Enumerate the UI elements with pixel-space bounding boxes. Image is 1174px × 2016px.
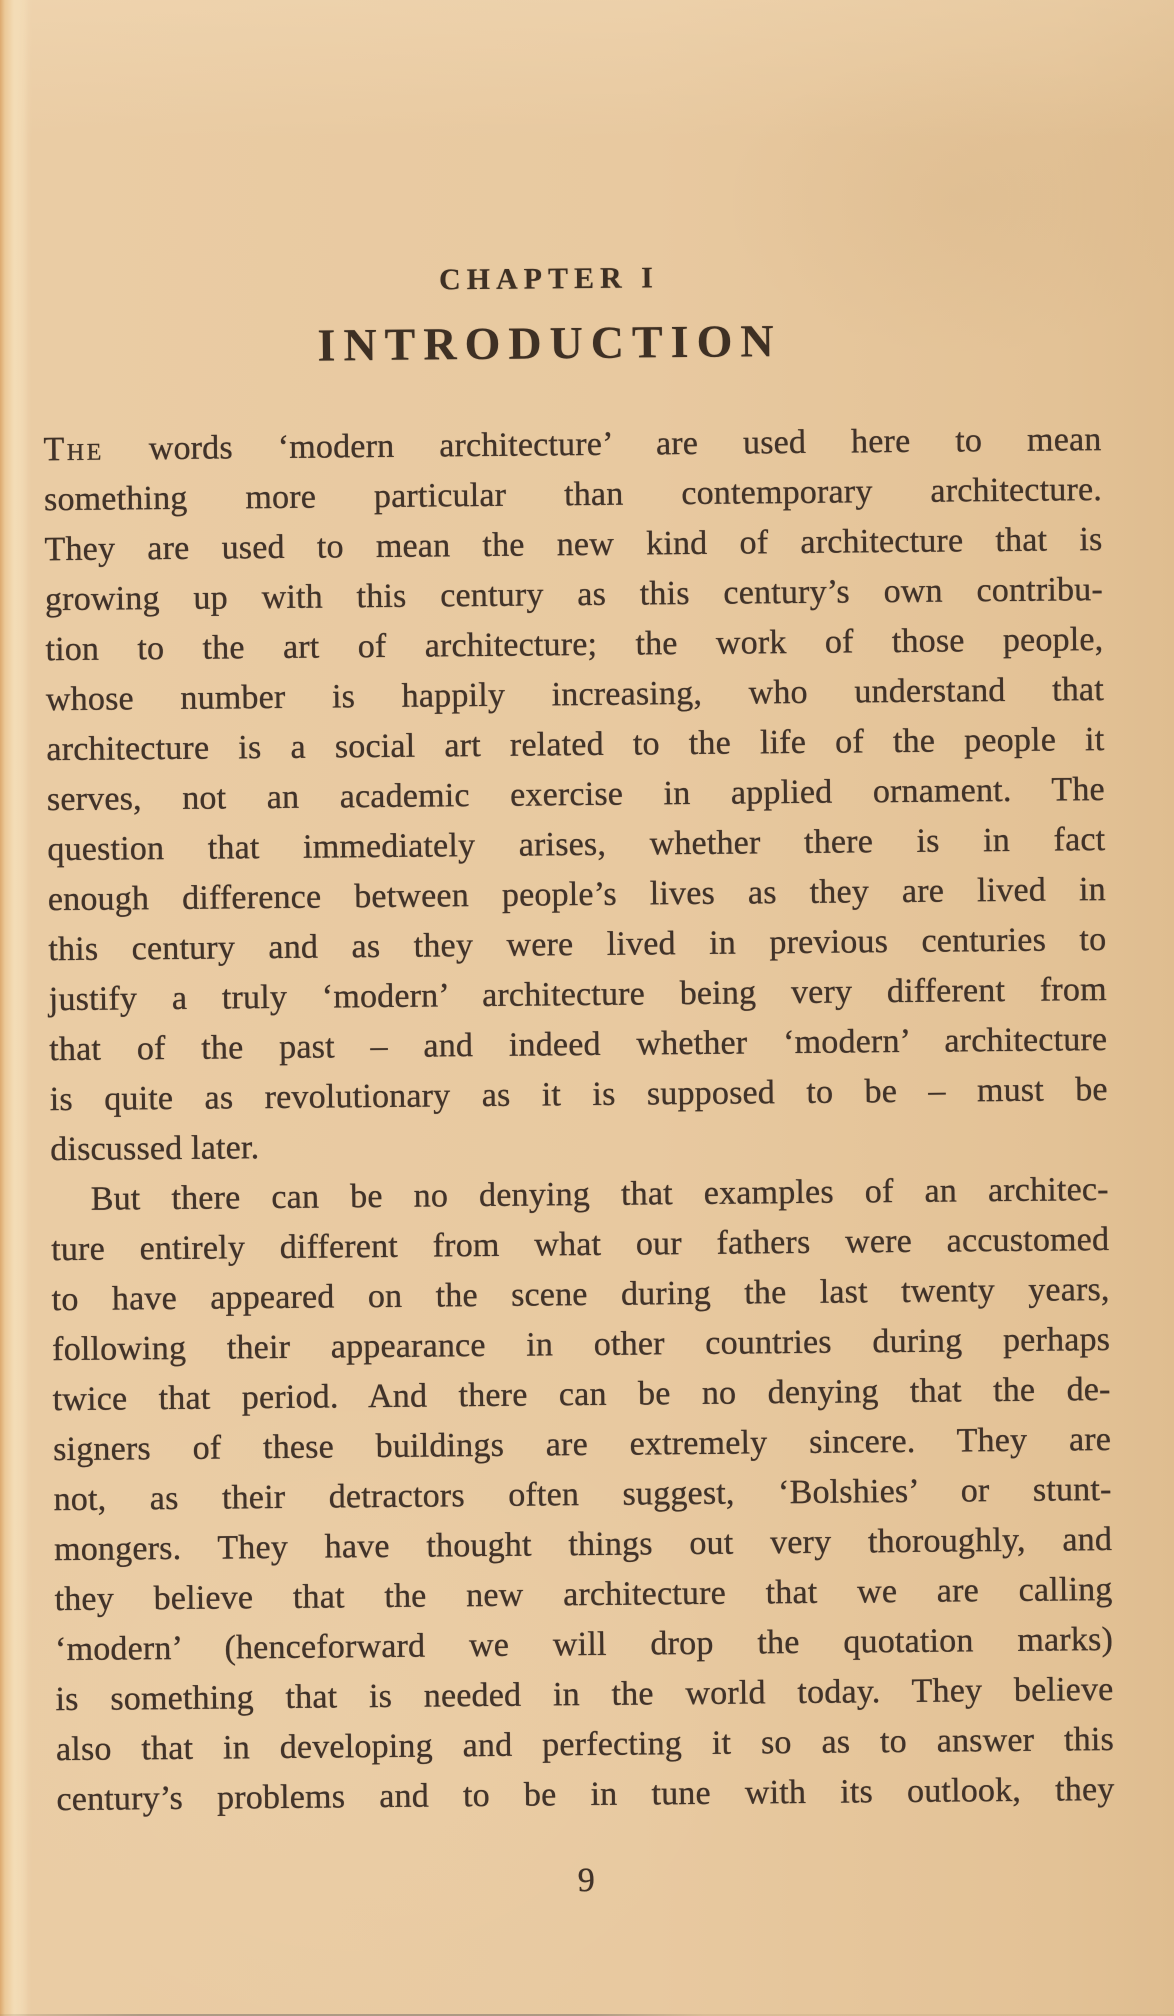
text-line: following their appearance in other countries during perhaps	[52, 1321, 1111, 1369]
text-line: twice that period. And there can be no denying that the de-	[52, 1371, 1111, 1419]
page-number: 9	[577, 1861, 595, 1900]
text-line: serves, not an academic exercise in applied ornament. The	[46, 771, 1106, 819]
text-line: is quite as revolutionary as it is supposed to be – must be	[49, 1071, 1108, 1119]
text-line: question that immediately arises, whether there is in fact	[47, 821, 1106, 869]
text-line: that of the past – and indeed whether ‘modern’ architecture	[49, 1021, 1108, 1069]
text-line: enough difference between people’s lives as they are lived in	[47, 871, 1106, 919]
paragraph-lead-word: The	[43, 430, 104, 469]
text-line: They are used to mean the new kind of architecture that is	[44, 521, 1103, 569]
text-line: justify a truly ‘modern’ architecture being very different from	[48, 971, 1107, 1019]
text-line: is something that is needed in the world today. They believe	[55, 1670, 1114, 1719]
text-line: signers of these buildings are extremely sincere. They are	[52, 1420, 1112, 1469]
text-line: also that in developing and perfecting it so as to answer this	[55, 1720, 1115, 1769]
text-line: growing up with this century as this century’s own contribu-	[44, 571, 1104, 619]
chapter-heading: CHAPTER I	[438, 261, 660, 297]
chapter-title: INTRODUCTION	[317, 315, 782, 371]
text-line: something more particular than contemporary architecture.	[43, 471, 1103, 519]
text-line: tion to the art of architecture; the work of those people,	[45, 621, 1104, 669]
text-line: to have appeared on the scene during the last twenty years,	[51, 1271, 1110, 1319]
text-line: they believe that the new architecture that we are calling	[54, 1570, 1113, 1619]
text-line: architecture is a social art related to the life of the people it	[46, 721, 1105, 769]
text-line: this century and as they were lived in previous centuries to	[48, 921, 1107, 969]
text-line: But there can be no denying that examples of an architec-	[90, 1171, 1109, 1218]
text-line: mongers. They have thought things out very thoroughly, and	[53, 1520, 1113, 1569]
text-line: ture entirely different from what our fathers were accustomed	[51, 1221, 1110, 1269]
text-block	[43, 415, 1114, 1825]
text-line: century’s problems and to be in tune with its outlook, they	[56, 1770, 1115, 1819]
text-line: not, as their detractors often suggest, ‘Bolshies’ or stunt-	[53, 1470, 1112, 1519]
text-line: ‘modern’ (henceforward we will drop the quotation marks)	[54, 1620, 1114, 1669]
text-line: whose number is happily increasing, who understand that	[45, 671, 1105, 719]
text-line: discussed later.	[50, 1129, 260, 1169]
text-line: The words ‘modern architecture’ are used here to mean	[43, 421, 1102, 469]
